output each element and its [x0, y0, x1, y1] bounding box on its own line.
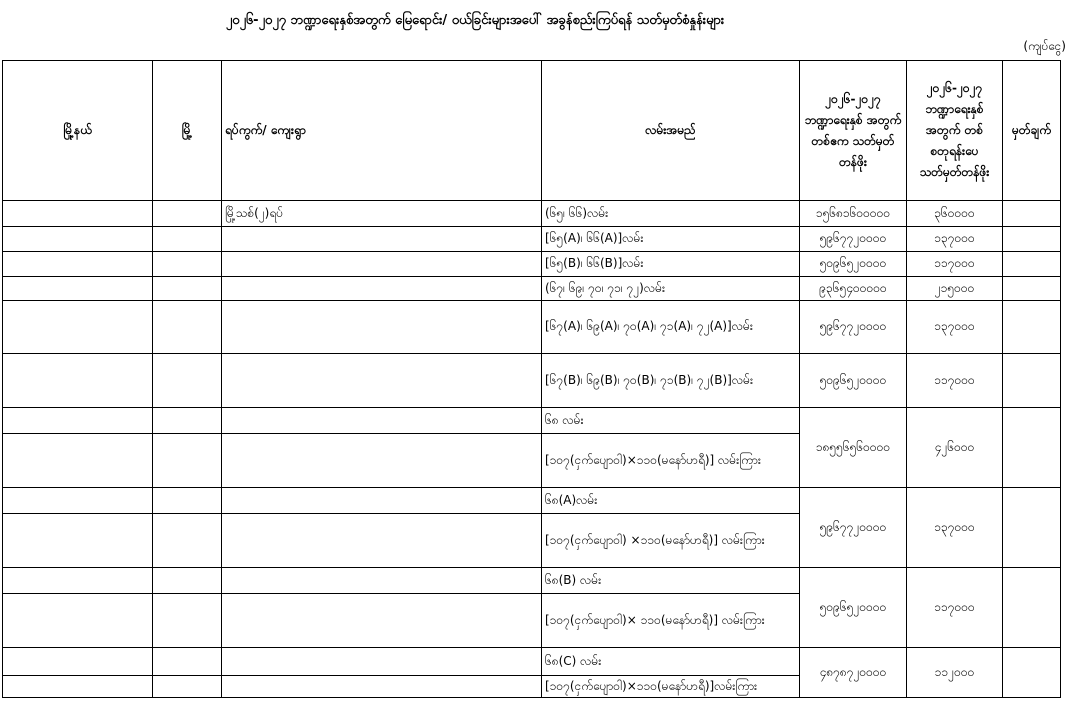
township-cell — [3, 434, 153, 488]
street-cell: [၁၀၇(ငှက်ပျောဝါ)×၁၁၀(မနော်ဟရီ)]လမ်းကြား — [542, 676, 800, 698]
sqft-value: ၁၁၇၀၀၀ — [907, 568, 1003, 648]
table-row — [3, 252, 1061, 277]
township-cell — [3, 277, 153, 301]
table-row — [3, 277, 1061, 301]
town-cell — [153, 227, 222, 252]
page-title: ၂၀၂၆-၂၀၂၇ ဘဏ္ဍာရေးနှစ်အတွက် မြေရောင်း/ ဝယ်ခြင်းများအပေါ် အခွန်စည်းကြပ်ရန် သတ်မှတ်စံနှုန်းများ — [225, 13, 725, 28]
ward-cell — [222, 227, 542, 252]
sqft-value: ၁၃၇၀၀၀ — [907, 488, 1003, 568]
valuation-table — [2, 60, 1061, 698]
township-cell — [3, 408, 153, 434]
street-cell: ၆၈ လမ်း — [542, 408, 800, 434]
street-cell: (၆၇၊ ၆၉၊ ၇၀၊ ၇၁၊ ၇၂)လမ်း — [542, 277, 800, 301]
ward-cell — [222, 434, 542, 488]
ward-cell — [222, 252, 542, 277]
township-cell — [3, 252, 153, 277]
street-cell: [၆၅(A)၊ ၆၆(A)]လမ်း — [542, 227, 800, 252]
street-cell: ၆၈(C) လမ်း — [542, 648, 800, 676]
remark-cell — [1003, 301, 1061, 354]
street-cell: [၆၇(A)၊ ၆၉(A)၊ ၇၀(A)၊ ၇၁(A)၊ ၇၂(A)]လမ်း — [542, 301, 800, 354]
sqft-value: ၁၁၂၀၀၀ — [907, 648, 1003, 698]
sqft-value: ၄၂၆၀၀၀ — [907, 408, 1003, 488]
acre-value: ၉၃၆၅၄၀၀၀၀၀ — [800, 277, 907, 301]
street-cell: (၆၅၊ ၆၆)လမ်း — [542, 201, 800, 227]
remark-cell — [1003, 201, 1061, 227]
sqft-value: ၁၃၇၀၀၀ — [907, 227, 1003, 252]
town-cell — [153, 594, 222, 648]
street-cell: ၆၈(B) လမ်း — [542, 568, 800, 594]
header-ward: ရပ်ကွက်/ ကျေးရွာ — [222, 61, 542, 201]
remark-cell — [1003, 408, 1061, 488]
town-cell — [153, 488, 222, 514]
town-cell — [153, 277, 222, 301]
acre-value: ၄၈၇၈၇၂၀၀၀၀ — [800, 648, 907, 698]
town-cell — [153, 434, 222, 488]
street-cell: [၁၀၇(ငှက်ပျောဝါ)×၁၁၀(မနော်ဟရီ)] လမ်းကြား — [542, 434, 800, 488]
township-cell — [3, 201, 153, 227]
acre-value: ၅၀၉၆၅၂၀၀၀၀ — [800, 354, 907, 408]
table-row — [3, 488, 1061, 514]
town-cell — [153, 408, 222, 434]
ward-cell — [222, 301, 542, 354]
header-remark: မှတ်ချက် — [1003, 61, 1061, 201]
table-row — [3, 408, 1061, 434]
currency-unit: (ကျပ်ငွေ) — [1023, 39, 1066, 53]
table-row — [3, 648, 1061, 676]
header-street: လမ်းအမည် — [542, 61, 800, 201]
remark-cell — [1003, 277, 1061, 301]
sqft-value: ၁၁၇၀၀၀ — [907, 252, 1003, 277]
acre-value: ၅၉၆၇၇၂၀၀၀၀ — [800, 227, 907, 252]
table-row — [3, 354, 1061, 408]
header-per-acre: ၂၀၂၆-၂၀၂၇ ဘဏ္ဍာရေးနှစ် အတွက် တစ်ဧက သတ်မှတ်တန်ဖိုး — [800, 61, 907, 201]
township-cell — [3, 301, 153, 354]
remark-cell — [1003, 252, 1061, 277]
ward-cell — [222, 568, 542, 594]
township-cell — [3, 354, 153, 408]
town-cell — [153, 648, 222, 676]
ward-cell — [222, 676, 542, 698]
ward-cell — [222, 488, 542, 514]
township-cell — [3, 648, 153, 676]
ward-cell: မြို့သစ်(၂)ရပ် — [222, 201, 542, 227]
acre-value: ၅၀၉၆၅၂၀၀၀၀ — [800, 568, 907, 648]
ward-cell — [222, 408, 542, 434]
table-row — [3, 568, 1061, 594]
acre-value: ၁၅၆၈၁၆၀၀၀၀၀ — [800, 201, 907, 227]
ward-cell — [222, 354, 542, 408]
town-cell — [153, 201, 222, 227]
township-cell — [3, 227, 153, 252]
street-cell: [၁၀၇(ငှက်ပျောဝါ) ×၁၁၀(မနော်ဟရီ)] လမ်းကြား — [542, 514, 800, 568]
ward-cell — [222, 648, 542, 676]
street-cell: [၆၅(B)၊ ၆၆(B)]လမ်း — [542, 252, 800, 277]
acre-value: ၁၈၅၅၆၅၆၀၀၀၀ — [800, 408, 907, 488]
ward-cell — [222, 277, 542, 301]
table-row — [3, 301, 1061, 354]
header-township: မြို့နယ် — [3, 61, 153, 201]
town-cell — [153, 252, 222, 277]
town-cell — [153, 676, 222, 698]
township-cell — [3, 568, 153, 594]
table-row — [3, 201, 1061, 227]
sqft-value: ၂၁၅၀၀၀ — [907, 277, 1003, 301]
table-row — [3, 227, 1061, 252]
remark-cell — [1003, 227, 1061, 252]
street-cell: ၆၈(A)လမ်း — [542, 488, 800, 514]
acre-value: ၅၉၆၇၇၂၀၀၀၀ — [800, 488, 907, 568]
ward-cell — [222, 514, 542, 568]
town-cell — [153, 354, 222, 408]
acre-value: ၅၉၆၇၇၂၀၀၀၀ — [800, 301, 907, 354]
remark-cell — [1003, 488, 1061, 568]
township-cell — [3, 514, 153, 568]
township-cell — [3, 594, 153, 648]
sqft-value: ၃၆၀၀၀၀ — [907, 201, 1003, 227]
street-cell: [၁၀၇(ငှက်ပျောဝါ)× ၁၁၀(မနော်ဟရီ)] လမ်းကြား — [542, 594, 800, 648]
sqft-value: ၁၃၇၀၀၀ — [907, 301, 1003, 354]
remark-cell — [1003, 354, 1061, 408]
remark-cell — [1003, 568, 1061, 648]
town-cell — [153, 568, 222, 594]
ward-cell — [222, 594, 542, 648]
acre-value: ၅၀၉၆၅၂၀၀၀၀ — [800, 252, 907, 277]
header-town: မြို့ — [153, 61, 222, 201]
remark-cell — [1003, 648, 1061, 698]
town-cell — [153, 301, 222, 354]
sqft-value: ၁၁၇၀၀၀ — [907, 354, 1003, 408]
township-cell — [3, 676, 153, 698]
town-cell — [153, 514, 222, 568]
header-per-sqft: ၂၀၂၆-၂၀၂၇ ဘဏ္ဍာရေးနှစ် အတွက် တစ်စတုရန်းပေ သတ်မှတ်တန်ဖိုး — [907, 61, 1003, 201]
header-row — [3, 61, 1061, 201]
township-cell — [3, 488, 153, 514]
street-cell: [၆၇(B)၊ ၆၉(B)၊ ၇၀(B)၊ ၇၁(B)၊ ၇၂(B)]လမ်း — [542, 354, 800, 408]
